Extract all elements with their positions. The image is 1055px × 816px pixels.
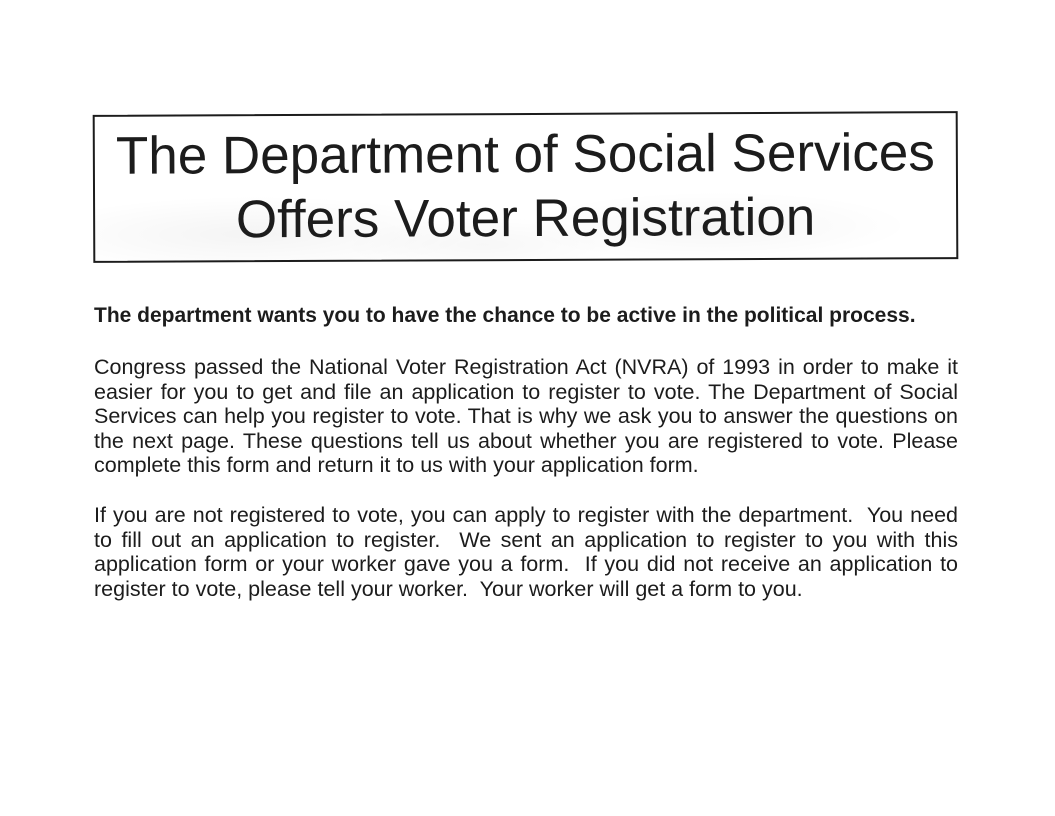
intro-bold-statement: The department wants you to have the chance to be active in the political process. xyxy=(94,304,916,327)
title-line-1: The Department of Social Services xyxy=(115,123,935,186)
title-line-2: Offers Voter Registration xyxy=(235,187,816,250)
title-box xyxy=(93,111,959,263)
paragraph-register-instructions: If you are not registered to vote, you can apply to register with the department. You need to fill out an application to register. We sent an application to register to you with this application form or your worker gave you a form. If you did not receive an application to register to vote, please tell your worker. Your worker will get a form to you. xyxy=(94,503,964,601)
paragraph-nvra-info: Congress passed the National Voter Registration Act (NVRA) of 1993 in order to make it easier for you to get and file an application to register to vote. The Department of Social Services can help you register to vote. That is why we ask you to answer the questions on the next page. These questions tell us about whether you are registered to vote. Please complete this form and return it to us with your application form. xyxy=(94,355,964,478)
document-title xyxy=(116,121,935,253)
